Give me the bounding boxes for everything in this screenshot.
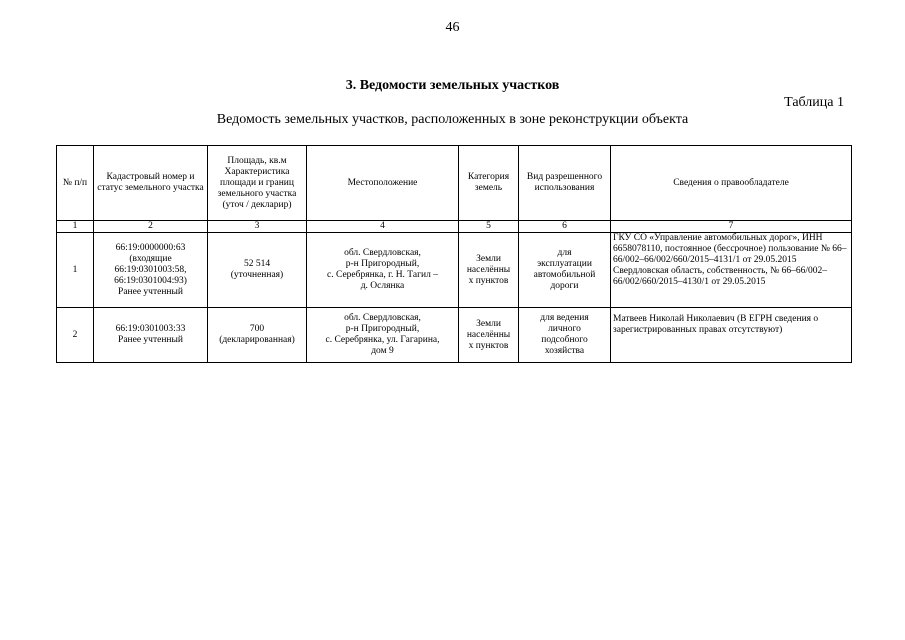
category-line: х пунктов — [468, 340, 509, 351]
cadastral-line: (входящие — [129, 253, 172, 264]
location-line: р-н Пригородный, — [345, 259, 420, 269]
page-number: 46 — [445, 20, 460, 35]
use-line: хозяйства — [544, 346, 585, 356]
column-number: 3 — [208, 221, 307, 233]
area-line: 52 514 — [243, 259, 271, 269]
table-row — [57, 233, 852, 308]
location-cell — [307, 233, 459, 308]
area-cell — [208, 308, 307, 363]
table-header-row — [57, 146, 852, 221]
location-line: обл. Свердловская, — [344, 313, 421, 323]
use-line: для — [557, 248, 572, 258]
owner-cell: Матвеев Николай Николаевич (В ЕГРН сведения о зарегистрированных правах отсутствуют) — [611, 308, 852, 363]
cadastral-line: Ранее учтенный — [118, 286, 183, 297]
area-line: (уточненная) — [230, 270, 284, 280]
row-number-cell: 1 — [57, 233, 94, 308]
cadastral-line: 66:19:0301003:33 — [115, 324, 186, 334]
column-number: 2 — [94, 221, 208, 233]
cadastral-cell — [94, 233, 208, 308]
header-cell: Вид разрешенного использования — [519, 146, 611, 221]
use-line: подсобного — [541, 335, 588, 345]
location-line: дом 9 — [371, 346, 394, 356]
use-line: автомобильной — [533, 270, 596, 280]
column-number: 7 — [611, 221, 852, 233]
area-line: (декларированная) — [219, 335, 295, 345]
use-cell — [519, 308, 611, 363]
column-number: 1 — [57, 221, 94, 233]
use-line: личного — [548, 324, 581, 334]
table-caption: Ведомость земельных участков, расположенных в зоне реконструкции объекта — [216, 112, 689, 127]
header-cell: Сведения о правообладателе — [611, 146, 852, 221]
header-cell: Категория земель — [459, 146, 519, 221]
use-line: эксплуатации — [537, 259, 592, 269]
use-line: для ведения — [540, 313, 589, 323]
land-parcels-table — [56, 145, 852, 363]
header-cell: № п/п — [57, 146, 94, 221]
cadastral-line: 66:19:0301003:58, — [114, 264, 187, 275]
location-cell — [307, 308, 459, 363]
category-line: х пунктов — [468, 275, 509, 286]
cadastral-line: 66:19:0301004:93) — [114, 275, 187, 286]
row-number-cell: 2 — [57, 308, 94, 363]
header-cell: Кадастровый номер и статус земельного участка — [94, 146, 208, 221]
location-line: д. Ослянка — [360, 281, 405, 291]
location-line: с. Серебрянка, г. Н. Тагил – — [327, 270, 438, 280]
location-line: обл. Свердловская, — [344, 248, 421, 258]
use-cell — [519, 233, 611, 308]
column-number: 4 — [307, 221, 459, 233]
cadastral-line: Ранее учтенный — [118, 335, 183, 345]
cadastral-line: 66:19:0000000:63 — [115, 242, 186, 253]
category-cell — [459, 308, 519, 363]
column-number: 5 — [459, 221, 519, 233]
owner-cell: ГКУ СО «Управление автомобильных дорог», ИНН 6658078110, постоянное (бессрочное) пользование № 66–66/002–66/002/660/2015–4131/1 от 29.05.2015 Свердловская область, собственность, № 66–66/002–66/002/660/2015–4130/1 от 29.05.2015 — [611, 233, 852, 308]
section-title: 3. Ведомости земельных участков — [345, 78, 560, 93]
table-label: Таблица 1 — [784, 95, 844, 110]
column-number: 6 — [519, 221, 611, 233]
area-line: 700 — [249, 324, 265, 334]
area-cell — [208, 233, 307, 308]
category-line: населённы — [466, 264, 511, 275]
category-line: населённы — [466, 329, 511, 340]
use-line: дороги — [550, 281, 579, 291]
column-number-row — [57, 221, 852, 233]
category-line: Земли — [476, 253, 501, 264]
location-line: с. Серебрянка, ул. Гагарина, — [325, 335, 440, 345]
table-row — [57, 308, 852, 363]
header-cell: Местоположение — [307, 146, 459, 221]
category-line: Земли — [476, 318, 501, 329]
category-cell — [459, 233, 519, 308]
location-line: р-н Пригородный, — [345, 324, 420, 334]
header-cell: Площадь, кв.м Характеристика площади и границ земельного участка (уточ / декларир) — [208, 146, 307, 221]
cadastral-cell — [94, 308, 208, 363]
